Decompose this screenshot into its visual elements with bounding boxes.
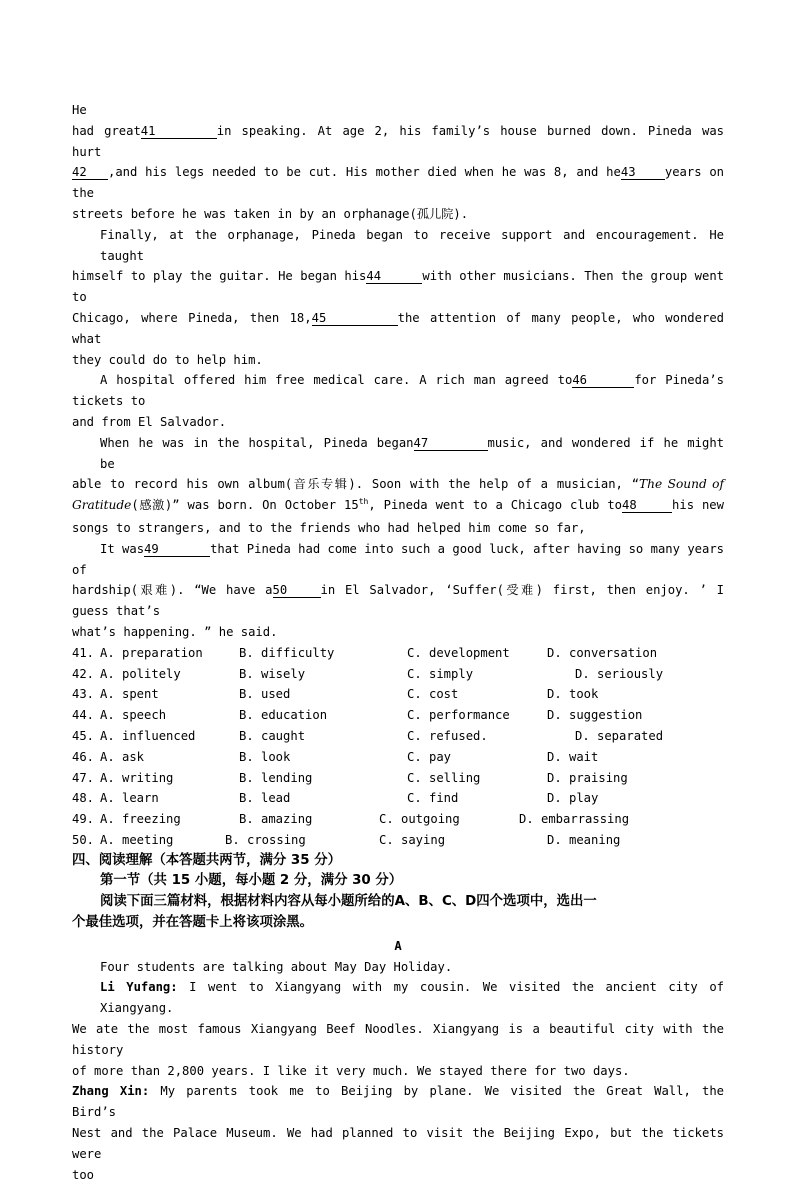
cloze-line: streets before he was taken in by an orphanage(孤儿院). xyxy=(72,206,469,221)
cloze-line: When he was in the hospital, Pineda began47 music, and wondered if he might be xyxy=(100,435,724,471)
cloze-line: able to record his own album(音乐专辑). Soon with the help of a musician, “The Sound of xyxy=(72,477,724,492)
option-a[interactable]: A. spent xyxy=(100,687,159,702)
option-d[interactable]: D. conversation xyxy=(547,645,658,660)
passage-line: We ate the most famous Xiangyang Beef Noodles. Xiangyang is a beautiful city with the xyxy=(72,1022,724,1037)
instructions: 阅读下面三篇材料，根据材料内容从每小题所给的A、B、C、D四个选项中，选出一 xyxy=(100,894,597,910)
option-a[interactable]: A. writing xyxy=(100,770,174,785)
cloze-line: Finally, at the orphanage, Pineda began to receive support and encouragement. He taught xyxy=(100,227,724,263)
passage-line: Bird’s xyxy=(72,1105,117,1120)
option-d[interactable]: D. embarrassing xyxy=(519,812,630,827)
cloze-line: what’s happening. ” he said. xyxy=(72,624,278,639)
blank-46[interactable]: 46 xyxy=(572,373,634,388)
blank-45[interactable]: 45 xyxy=(312,311,398,326)
option-a[interactable]: A. influenced xyxy=(100,728,196,743)
option-b[interactable]: B. crossing xyxy=(225,832,306,847)
option-row: 45. A. influenced B. caught C. refused. D. separated xyxy=(72,726,724,747)
option-d[interactable]: D. play xyxy=(547,791,599,806)
passage-line: Zhang Xin: My parents took me to Beijing by plane. We visited the Great Wall, the xyxy=(72,1084,724,1099)
blank-49[interactable]: 49 xyxy=(144,542,210,557)
cloze-line: himself to play the guitar. He began his44 with other musicians. Then the group went to xyxy=(72,269,725,305)
part-heading: 第一节（共 15 小题，每小题 2 分，满分 30 分） xyxy=(100,873,403,889)
option-c[interactable]: C. cost xyxy=(407,687,459,702)
option-d[interactable]: D. praising xyxy=(547,770,628,785)
cloze-line: songs to strangers, and to the friends who had helped him come so far, xyxy=(72,520,586,535)
blank-43[interactable]: 43 xyxy=(621,165,665,180)
passage-line: too xyxy=(72,1167,95,1182)
cloze-line: hardship(艰难). “We have a50 in El Salvador, ‘Suffer(受难) first, then enjoy. ’ I xyxy=(72,583,724,598)
option-row: 46. A. ask B. look C. pay D. wait xyxy=(72,747,724,768)
cloze-line: Chicago, where Pineda, then 18,45 the attention of many people, who wondered what xyxy=(72,310,724,346)
blank-48[interactable]: 48 xyxy=(622,498,672,513)
option-c[interactable]: C. selling xyxy=(407,770,481,785)
option-b[interactable]: B. look xyxy=(239,749,291,764)
blank-44[interactable]: 44 xyxy=(366,269,422,284)
option-b[interactable]: B. used xyxy=(239,687,291,702)
option-d[interactable]: D. separated xyxy=(575,728,664,743)
option-d[interactable]: D. meaning xyxy=(547,832,621,847)
option-d[interactable]: D. took xyxy=(547,687,599,702)
option-row: 50. A. meeting B. crossing C. saying D. meaning xyxy=(72,830,724,851)
option-row: 44. A. speech B. education C. performance D. suggestion xyxy=(72,705,724,726)
option-d[interactable]: D. seriously xyxy=(575,666,664,681)
speaker-name: Li Yufang: xyxy=(100,980,178,995)
option-b[interactable]: B. lead xyxy=(239,791,291,806)
options-list xyxy=(72,643,724,851)
option-row: 49. A. freezing B. amazing C. outgoing D. embarrassing xyxy=(72,809,724,830)
cloze-line: Gratitude(感激)” was born. On October 15th, Pineda went to a Chicago club to48 his new xyxy=(72,497,724,513)
option-a[interactable]: A. politely xyxy=(100,666,181,681)
option-c[interactable]: C. performance xyxy=(407,708,510,723)
blank-47[interactable]: 47 xyxy=(414,436,488,451)
cloze-line: 42 ,and his legs needed to be cut. His mother died when he was 8, and he43 years on the xyxy=(72,165,724,201)
option-b[interactable]: B. amazing xyxy=(239,812,313,827)
option-row: 42. A. politely B. wisely C. simply D. seriously xyxy=(72,664,724,685)
option-b[interactable]: B. wisely xyxy=(239,666,306,681)
speaker-name: Zhang Xin: xyxy=(72,1084,150,1099)
option-c[interactable]: C. outgoing xyxy=(379,812,460,827)
option-b[interactable]: B. education xyxy=(239,708,328,723)
option-c[interactable]: C. saying xyxy=(379,832,446,847)
album-title: Gratitude xyxy=(72,498,132,513)
album-title: The Sound of xyxy=(639,477,724,492)
cloze-line: of xyxy=(72,562,87,577)
passage-line: Four students are talking about May Day Holiday. xyxy=(100,959,453,974)
option-d[interactable]: D. suggestion xyxy=(547,708,643,723)
cloze-line: guess that’s xyxy=(72,604,161,619)
section-heading: 四、阅读理解（本答题共两节，满分 35 分） xyxy=(72,852,341,868)
option-c[interactable]: C. pay xyxy=(407,749,452,764)
cloze-line: they could do to help him. xyxy=(72,352,263,367)
option-d[interactable]: D. wait xyxy=(547,749,599,764)
option-row: 43. A. spent B. used C. cost D. took xyxy=(72,684,724,705)
option-row: 47. A. writing B. lending C. selling D. praising xyxy=(72,768,724,789)
option-c[interactable]: C. simply xyxy=(407,666,474,681)
option-a[interactable]: A. ask xyxy=(100,749,145,764)
option-a[interactable]: A. learn xyxy=(100,791,159,806)
instructions: 个最佳选项，并在答题卡上将该项涂黑。 xyxy=(72,915,314,931)
option-b[interactable]: B. caught xyxy=(239,728,306,743)
passage-line: Nest and the Palace Museum. We had planned to visit the Beijing Expo, but the tickets were xyxy=(72,1126,724,1161)
exam-page xyxy=(72,100,724,1185)
cloze-line: A hospital offered him free medical care. A rich man agreed to46 for Pineda’s xyxy=(100,373,724,388)
passage-line: Li Yufang: I went to Xiangyang with my cousin. We visited the ancient city of Xiangyang. xyxy=(100,980,724,1016)
option-a[interactable]: A. preparation xyxy=(100,645,203,660)
passage-line: history xyxy=(72,1042,124,1057)
option-row: 48. A. learn B. lead C. find D. play xyxy=(72,788,724,809)
option-a[interactable]: A. freezing xyxy=(100,812,181,827)
option-c[interactable]: C. refused. xyxy=(407,728,488,743)
passage-label: A xyxy=(394,938,402,953)
option-b[interactable]: B. difficulty xyxy=(239,645,335,660)
cloze-line: He xyxy=(72,103,87,117)
option-row: 41. A. preparation B. difficulty C. development D. conversation xyxy=(72,643,724,664)
passage-line: of more than 2,800 years. I like it very much. We stayed there for two days. xyxy=(72,1063,630,1078)
blank-41[interactable]: 41 xyxy=(141,124,217,139)
option-a[interactable]: A. meeting xyxy=(100,832,174,847)
cloze-line: It was49 that Pineda had come into such a good luck, after having so many years xyxy=(100,541,725,556)
option-b[interactable]: B. lending xyxy=(239,770,313,785)
blank-50[interactable]: 50 xyxy=(273,583,321,598)
cloze-line: tickets to xyxy=(72,394,146,409)
blank-42[interactable]: 42 xyxy=(72,165,108,180)
cloze-line: had great41 in speaking. At age 2, his family’s house burned down. Pineda was hurt xyxy=(72,123,724,159)
option-c[interactable]: C. find xyxy=(407,791,459,806)
option-a[interactable]: A. speech xyxy=(100,708,167,723)
cloze-line: and from El Salvador. xyxy=(72,414,227,429)
option-c[interactable]: C. development xyxy=(407,645,510,660)
